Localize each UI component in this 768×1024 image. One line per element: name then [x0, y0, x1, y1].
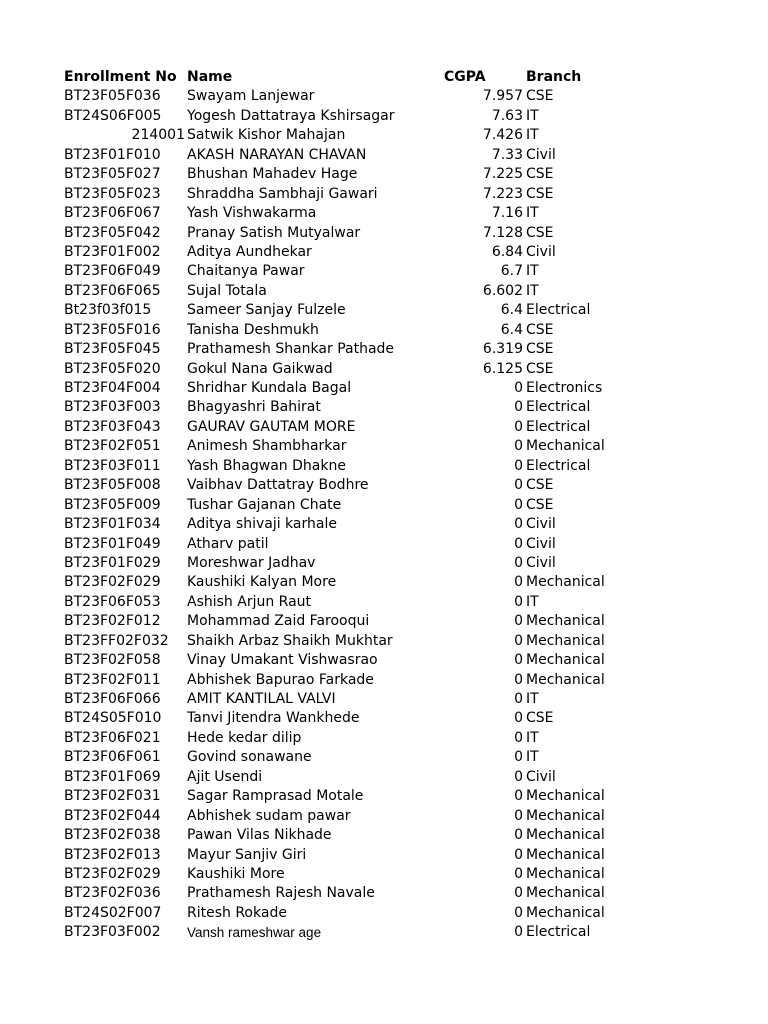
table-row — [0, 107, 768, 126]
table-row — [0, 671, 768, 690]
spreadsheet-table — [0, 68, 768, 943]
table-row — [0, 418, 768, 437]
cell-name: Sagar Ramprasad Motale — [187, 788, 364, 805]
cell-branch: Mechanical — [526, 865, 605, 882]
cell-branch: Mechanical — [526, 904, 605, 921]
cell-cgpa: 0 — [514, 729, 523, 746]
cell-branch: Mechanical — [526, 652, 605, 669]
cell-enrollment: BT23F06F049 — [64, 263, 161, 280]
cell-cgpa: 0 — [514, 632, 523, 649]
cell-enrollment: BT23F02F031 — [64, 788, 161, 805]
cell-enrollment: BT23F03F003 — [64, 399, 161, 416]
cell-enrollment: Bt23f03f015 — [64, 302, 152, 319]
cell-cgpa: 0 — [514, 807, 523, 824]
cell-branch: Mechanical — [526, 846, 605, 863]
cell-cgpa: 6.125 — [482, 360, 523, 377]
header-branch: Branch — [526, 69, 582, 85]
cell-name: Pawan Vilas Nikhade — [187, 827, 332, 844]
cell-enrollment: BT23F06F065 — [64, 282, 161, 299]
cell-cgpa: 0 — [514, 749, 523, 766]
cell-enrollment: BT23F01F049 — [64, 535, 161, 552]
cell-enrollment: BT23F01F010 — [64, 146, 161, 163]
cell-enrollment: BT23FF02F032 — [64, 632, 169, 649]
table-row — [0, 904, 768, 923]
cell-enrollment: BT23F05F008 — [64, 477, 161, 494]
cell-enrollment: BT23F02F029 — [64, 865, 161, 882]
cell-cgpa: 6.4 — [500, 302, 523, 319]
table-row — [0, 262, 768, 281]
cell-branch: IT — [526, 263, 539, 280]
cell-cgpa: 0 — [514, 477, 523, 494]
cell-enrollment: BT23F02F051 — [64, 438, 161, 455]
cell-cgpa: 0 — [514, 380, 523, 396]
cell-name: Bhagyashri Bahirat — [187, 399, 321, 416]
cell-branch: Mechanical — [526, 613, 605, 630]
cell-branch: CSE — [526, 477, 554, 494]
cell-name: Gokul Nana Gaikwad — [187, 360, 333, 377]
cell-name: Vaibhav Dattatray Bodhre — [187, 477, 369, 494]
cell-name: Tushar Gajanan Chate — [187, 496, 342, 513]
cell-cgpa: 0 — [514, 885, 523, 902]
cell-enrollment: BT23F05F042 — [64, 224, 161, 241]
cell-branch: CSE — [526, 360, 554, 377]
header-row — [0, 68, 768, 87]
cell-enrollment: BT23F05F027 — [64, 166, 161, 183]
cell-branch: CSE — [526, 341, 554, 358]
cell-name: Pranay Satish Mutyalwar — [187, 224, 361, 241]
cell-enrollment: BT23F03F002 — [64, 924, 161, 941]
cell-enrollment: BT23F03F011 — [64, 457, 161, 474]
cell-branch: Electronics — [526, 380, 603, 396]
cell-branch: IT — [526, 749, 539, 766]
table-row — [0, 729, 768, 748]
cell-branch: Civil — [526, 243, 556, 260]
cell-branch: IT — [526, 729, 539, 746]
cell-branch: Mechanical — [526, 574, 605, 591]
cell-name: Yogesh Dattatraya Kshirsagar — [187, 107, 395, 124]
cell-name: Swayam Lanjewar — [187, 88, 315, 105]
cell-cgpa: 0 — [514, 399, 523, 416]
cell-cgpa: 7.63 — [491, 107, 523, 124]
cell-name: Sujal Totala — [187, 282, 267, 299]
cell-name: Sameer Sanjay Fulzele — [187, 302, 346, 319]
cell-branch: Civil — [526, 768, 556, 785]
cell-enrollment: BT23F06F021 — [64, 729, 161, 746]
cell-name: Mohammad Zaid Farooqui — [187, 613, 370, 630]
table-row — [0, 632, 768, 651]
cell-enrollment: BT23F03F043 — [64, 418, 161, 435]
cell-cgpa: 7.128 — [482, 224, 523, 241]
table-row — [0, 651, 768, 670]
cell-name: Aditya Aundhekar — [187, 243, 312, 260]
table-row — [0, 398, 768, 417]
cell-cgpa: 6.602 — [482, 282, 523, 299]
cell-branch: Civil — [526, 146, 556, 163]
table-row — [0, 301, 768, 320]
cell-enrollment: BT23F02F012 — [64, 613, 161, 630]
table-row — [0, 282, 768, 301]
cell-branch: Electrical — [526, 399, 591, 416]
cell-name: Atharv patil — [187, 535, 269, 552]
cell-enrollment: BT23F02F058 — [64, 652, 161, 669]
cell-branch: CSE — [526, 710, 554, 727]
cell-branch: Electrical — [526, 457, 591, 474]
cell-cgpa: 0 — [514, 613, 523, 630]
cell-cgpa: 0 — [514, 904, 523, 921]
cell-name: Mayur Sanjiv Giri — [187, 846, 307, 863]
cell-enrollment: BT24S06F005 — [64, 107, 162, 124]
table-row — [0, 612, 768, 631]
cell-name: Ritesh Rokade — [187, 904, 287, 921]
table-row — [0, 573, 768, 592]
cell-cgpa: 7.225 — [482, 166, 523, 183]
cell-name: AKASH NARAYAN CHAVAN — [187, 146, 367, 163]
cell-name: AMIT KANTILAL VALVI — [187, 691, 336, 707]
table-row — [0, 690, 768, 709]
cell-name: Moreshwar Jadhav — [187, 554, 316, 571]
cell-enrollment: BT23F05F036 — [64, 88, 161, 105]
cell-name: Hede kedar dilip — [187, 729, 302, 746]
cell-name: GAURAV GAUTAM MORE — [187, 418, 356, 435]
cell-enrollment: BT23F02F044 — [64, 807, 161, 824]
table-row — [0, 807, 768, 826]
table-row — [0, 709, 768, 728]
cell-branch: Electrical — [526, 924, 591, 941]
cell-enrollment: BT23F05F023 — [64, 185, 161, 202]
cell-branch: CSE — [526, 321, 554, 338]
table-row — [0, 146, 768, 165]
cell-branch: Electrical — [526, 418, 591, 435]
cell-name: Prathamesh Shankar Pathade — [187, 341, 395, 358]
cell-enrollment: BT23F02F011 — [64, 671, 161, 688]
cell-enrollment: BT23F01F029 — [64, 554, 161, 571]
cell-enrollment: BT23F01F069 — [64, 768, 161, 785]
header-cgpa: CGPA — [444, 69, 486, 85]
table-row — [0, 165, 768, 184]
cell-enrollment: BT23F06F066 — [64, 691, 161, 707]
cell-branch: Electrical — [526, 302, 591, 319]
table-row — [0, 884, 768, 903]
cell-enrollment: BT23F02F036 — [64, 885, 161, 902]
cell-name: Ashish Arjun Raut — [187, 593, 312, 610]
cell-cgpa: 0 — [514, 496, 523, 513]
cell-name: Vinay Umakant Vishwasrao — [187, 652, 378, 669]
cell-name: Tanisha Deshmukh — [187, 321, 319, 338]
cell-enrollment: BT23F02F013 — [64, 846, 161, 863]
cell-enrollment: BT23F01F034 — [64, 516, 161, 533]
cell-branch: Mechanical — [526, 885, 605, 902]
cell-cgpa: 6.4 — [500, 321, 523, 338]
table-row — [0, 554, 768, 573]
table-row — [0, 865, 768, 884]
cell-cgpa: 0 — [514, 846, 523, 863]
cell-branch: Mechanical — [526, 827, 605, 844]
cell-cgpa: 0 — [514, 924, 523, 941]
cell-branch: IT — [526, 593, 539, 610]
table-row — [0, 321, 768, 340]
cell-branch: IT — [526, 107, 539, 124]
table-row — [0, 204, 768, 223]
cell-cgpa: 0 — [514, 457, 523, 474]
cell-name: Shraddha Sambhaji Gawari — [187, 185, 378, 202]
cell-branch: Mechanical — [526, 632, 605, 649]
cell-cgpa: 0 — [514, 554, 523, 571]
cell-cgpa: 7.957 — [482, 88, 523, 105]
cell-branch: Civil — [526, 535, 556, 552]
cell-branch: Mechanical — [526, 788, 605, 805]
cell-name: Shridhar Kundala Bagal — [187, 380, 352, 396]
cell-cgpa: 0 — [514, 652, 523, 669]
table-row — [0, 515, 768, 534]
cell-branch: IT — [526, 691, 539, 707]
cell-name: Chaitanya Pawar — [187, 263, 305, 280]
cell-enrollment: BT24S05F010 — [64, 710, 162, 727]
cell-cgpa: 0 — [514, 827, 523, 844]
cell-enrollment: 214001 — [131, 127, 185, 144]
cell-enrollment: BT23F05F016 — [64, 321, 161, 338]
cell-branch: CSE — [526, 224, 554, 241]
cell-name: Abhishek sudam pawar — [187, 807, 351, 824]
cell-cgpa: 0 — [514, 788, 523, 805]
cell-name: Bhushan Mahadev Hage — [187, 166, 358, 183]
header-enrollment: Enrollment No — [64, 69, 177, 85]
table-row — [0, 243, 768, 262]
table-row — [0, 826, 768, 845]
cell-cgpa: 0 — [514, 593, 523, 610]
table-row — [0, 787, 768, 806]
cell-enrollment: BT23F05F009 — [64, 496, 161, 513]
cell-name: Prathamesh Rajesh Navale — [187, 885, 375, 902]
table-row — [0, 87, 768, 106]
cell-branch: CSE — [526, 166, 554, 183]
cell-name: Ajit Usendi — [187, 768, 263, 785]
cell-name: Kaushiki Kalyan More — [187, 574, 337, 591]
table-body — [0, 87, 768, 942]
cell-enrollment: BT23F02F038 — [64, 827, 161, 844]
cell-name: Abhishek Bapurao Farkade — [187, 671, 374, 688]
cell-branch: Mechanical — [526, 807, 605, 824]
header-name: Name — [187, 69, 233, 85]
cell-enrollment: BT23F05F020 — [64, 360, 161, 377]
cell-enrollment: BT23F06F053 — [64, 593, 161, 610]
cell-enrollment: BT24S02F007 — [64, 904, 162, 921]
cell-name: Satwik Kishor Mahajan — [187, 127, 346, 144]
cell-cgpa: 6.84 — [491, 243, 523, 260]
cell-branch: CSE — [526, 88, 554, 105]
cell-cgpa: 0 — [514, 516, 523, 533]
table-row — [0, 340, 768, 359]
cell-name: Yash Vishwakarma — [187, 205, 317, 222]
cell-cgpa: 7.426 — [482, 127, 523, 144]
cell-cgpa: 7.16 — [491, 205, 523, 222]
cell-enrollment: BT23F01F002 — [64, 243, 161, 260]
cell-cgpa: 0 — [514, 535, 523, 552]
table-row — [0, 593, 768, 612]
table-row — [0, 496, 768, 515]
cell-branch: Mechanical — [526, 438, 605, 455]
cell-branch: Civil — [526, 516, 556, 533]
table-row — [0, 768, 768, 787]
table-row — [0, 126, 768, 145]
table-row — [0, 535, 768, 554]
cell-branch: Civil — [526, 554, 556, 571]
cell-cgpa: 0 — [514, 438, 523, 455]
cell-cgpa: 0 — [514, 691, 523, 707]
cell-name: Aditya shivaji karhale — [187, 516, 337, 533]
table-row — [0, 476, 768, 495]
cell-branch: Mechanical — [526, 671, 605, 688]
table-row — [0, 748, 768, 767]
table-row — [0, 457, 768, 476]
cell-cgpa: 7.223 — [482, 185, 523, 202]
cell-cgpa: 0 — [514, 768, 523, 785]
cell-name: Yash Bhagwan Dhakne — [187, 457, 346, 474]
cell-branch: IT — [526, 282, 539, 299]
cell-cgpa: 6.319 — [482, 341, 523, 358]
table-row — [0, 437, 768, 456]
cell-name: Kaushiki More — [187, 865, 285, 882]
table-row — [0, 846, 768, 865]
cell-enrollment: BT23F06F061 — [64, 749, 161, 766]
cell-name: Vansh rameshwar age — [187, 925, 322, 941]
cell-cgpa: 0 — [514, 710, 523, 727]
cell-enrollment: BT23F04F004 — [64, 380, 161, 396]
cell-cgpa: 0 — [514, 865, 523, 882]
table-row — [0, 379, 768, 398]
cell-branch: IT — [526, 127, 539, 144]
cell-enrollment: BT23F06F067 — [64, 205, 161, 222]
table-row — [0, 360, 768, 379]
table-row — [0, 185, 768, 204]
cell-branch: CSE — [526, 496, 554, 513]
table-row — [0, 923, 768, 942]
cell-name: Tanvi Jitendra Wankhede — [187, 710, 360, 727]
cell-cgpa: 0 — [514, 574, 523, 591]
cell-branch: CSE — [526, 185, 554, 202]
cell-name: Govind sonawane — [187, 749, 312, 766]
table-row — [0, 224, 768, 243]
cell-name: Shaikh Arbaz Shaikh Mukhtar — [187, 632, 393, 649]
cell-cgpa: 6.7 — [500, 263, 523, 280]
cell-enrollment: BT23F02F029 — [64, 574, 161, 591]
cell-cgpa: 0 — [514, 418, 523, 435]
cell-cgpa: 7.33 — [491, 146, 523, 163]
cell-name: Animesh Shambharkar — [187, 438, 347, 455]
cell-branch: IT — [526, 205, 539, 222]
cell-cgpa: 0 — [514, 671, 523, 688]
cell-enrollment: BT23F05F045 — [64, 341, 161, 358]
